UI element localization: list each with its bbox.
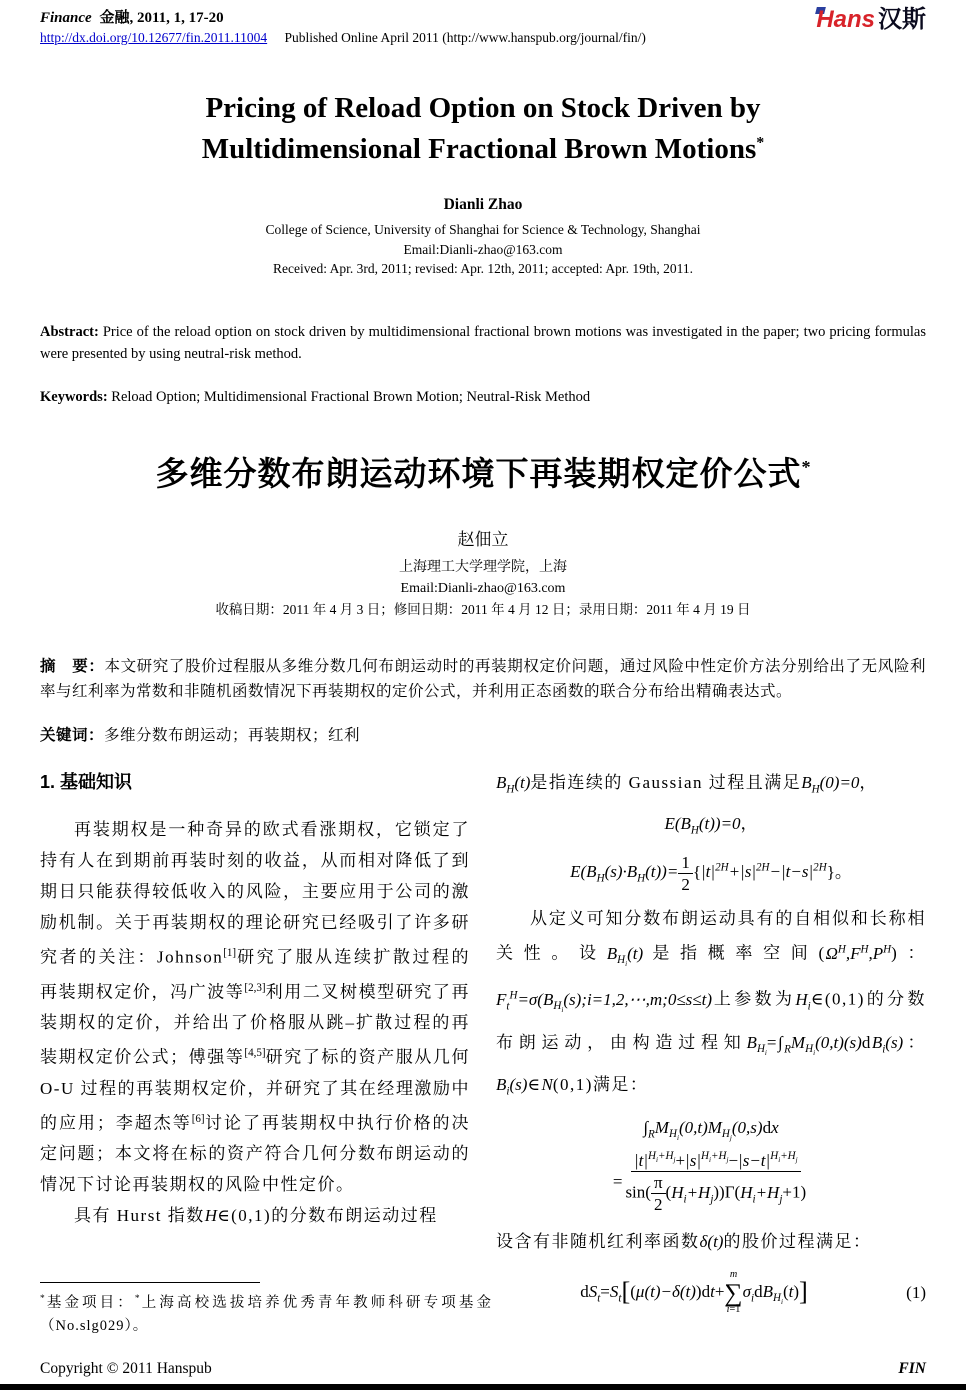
right-column-paragraph-1: $B_H(t)$是指连续的 Gaussian 过程且满足$B_H(0)=0$，: [496, 772, 878, 796]
paper-title-en-line1: Pricing of Reload Option on Stock Driven by: [205, 92, 761, 124]
received-dates-cn: 收稿日期：2011 年 4 月 3 日；修回日期：2011 年 4 月 12 日；录用日期：2011 年 4 月 19 日: [215, 601, 751, 617]
equation-integral-line2: = $|t|^{H_i+H_j}+|s|^{H_i+H_j}-|s-t|^{H_i+H_j}$ sin( $\frac{\pi}{2}$ $(H_i+H_j))\Gamma(H_i+H_j+1)$: [612, 1150, 807, 1215]
funding-footnote-text: *基金项目：*上海高校选拔培养优秀青年教师科研专项基金（No.slg029）。: [40, 1294, 493, 1334]
two-column-body: [40, 767, 926, 1316]
equation-covariance: $E(B_H(s)\cdot B_H(t))=$ $\frac{1}{2}$ $\{|t|^{2H}+|s|^{2H}-|t-s|^{2H}\}$。: [570, 852, 852, 894]
abstract-cn: [40, 654, 926, 704]
equation-1: [496, 1270, 926, 1316]
journal-line: [40, 6, 646, 27]
abstract-text-cn: 本文研究了股价过程服从多维分数几何布朗运动时的再装期权定价问题，通过风险中性定价方法分别给出了无风险利率与红利率为常数和非随机函数情况下再装期权的定价公式，并利用正态函数的联合分布给出精确表达式。: [40, 657, 926, 700]
right-column-paragraph-2: 从定义可知分数布朗运动具有的自相似和长称相关性。设$B_{H_i}(t)$是指概率空间$(\Omega^H,F^H,P^H)$：$F_t^H=\sigma(B_{H_i}(s);i=1,2,\cdots,m;0\le s\le t)$上参数为$H_i\in(0,1)$的分数布朗运动，由构造过程知$B_{H_i}=\int_RM_{H_i}(0,t)(s)dB_i(s)$：$B_i(s)\in N(0,1)$满足：: [496, 909, 927, 1098]
author-email-en: Email:Dianli-zhao@163.com: [403, 241, 563, 257]
equation-1-formula: $dS_t=S_t[(\mu(t)-\delta(t))dt+$ m ∑ i=1 $\sigma_idB_{H_i}(t)$]: [580, 1268, 808, 1316]
left-column-paragraph-1: 再装期权是一种奇异的欧式看涨期权，它锁定了持有人在到期前再装时刻的收益，从而相对降低了到期日只能获得较低收入的风险，主要应用于公司的激励机制。关于再装期权的理论研究已经吸引了许多研究者的关注：Johnson[1]研究了服从连续扩散过程的再装期权定价，冯广波等[2,3]利用二叉树模型研究了再装期权的定价，并给出了价格服从跳–扩散过程的再装期权定价公式；傅强等[4,5]研究了标的资产服从几何 O-U 过程的再装期权定价，并研究了其在经理激励中的应用；李超杰等[6]讨论了再装期权中执行价格的决定问题；本文将在标的资产符合几何分数布朗运动的情况下讨论再装期权的风险中性定价。: [40, 819, 471, 1195]
author-block-cn: [40, 525, 926, 620]
left-column: [40, 767, 470, 1316]
doi-line: [40, 30, 646, 46]
author-name-cn: 赵佃立: [457, 529, 509, 549]
author-name-en: Dianli Zhao: [443, 196, 523, 214]
left-column-paragraph-2: 具有 Hurst 指数H∈(0,1)的分数布朗运动过程: [74, 1206, 438, 1226]
abstract-label-cn: 摘 要：: [40, 657, 105, 675]
hans-logo-latin: Hans: [816, 6, 875, 33]
author-affiliation-en: College of Science, University of Shanghai for Science & Technology, Shanghai: [265, 222, 701, 238]
keywords-label-en: Keywords:: [40, 388, 108, 405]
page-footer: [40, 1360, 926, 1378]
paper-title-en-line2: Multidimensional Fractional Brown Motions*: [201, 133, 765, 166]
section-1-heading: 1. 基础知识: [40, 771, 133, 792]
author-affiliation-cn: 上海理工大学理学院，上海: [399, 559, 567, 575]
abstract-text-en: Price of the reload option on stock driven by multidimensional fractional brown motions was investigated in the paper; two pricing formulas were presented by using neutral-risk method.: [40, 323, 926, 363]
hans-logo: [816, 8, 926, 32]
paper-title-cn: 多维分数布朗运动环境下再装期权定价公式*: [155, 456, 811, 493]
abstract-label-en: Abstract:: [40, 323, 99, 340]
keywords-cn: [40, 723, 926, 745]
right-column: [496, 767, 926, 1316]
journal-issue: 金融, 2011, 1, 17-20: [99, 10, 224, 26]
author-email-cn: Email:Dianli-zhao@163.com: [400, 580, 566, 596]
copyright-text: Copyright © 2011 Hanspub: [40, 1360, 212, 1377]
paper-title-en: [40, 88, 926, 170]
doi-link[interactable]: http://dx.doi.org/10.12677/fin.2011.11004: [40, 30, 268, 45]
hans-logo-cn: 汉斯: [878, 7, 926, 33]
journal-name: Finance: [40, 10, 92, 26]
equation-integral: [496, 1117, 926, 1216]
title-cn-footnote-star: *: [801, 456, 811, 477]
keywords-label-cn: 关键词：: [40, 726, 105, 744]
equation-1-number: (1): [906, 1283, 926, 1303]
footnote-divider: [40, 1282, 260, 1283]
keywords-en: [40, 389, 926, 406]
title-footnote-star: *: [756, 134, 765, 152]
funding-footnote: [40, 1282, 492, 1338]
equation-integral-line1: $\int_RM_{H_i}(0,t)M_{H_j}(0,s)dx$: [643, 1117, 779, 1143]
journal-abbrev: FIN: [898, 1360, 926, 1377]
equation-mean: $E(B_H(t))=0$，: [664, 814, 758, 837]
journal-info: [40, 6, 646, 46]
right-column-paragraph-3: 设含有非随机红利率函数δ(t)的股价过程满足：: [496, 1231, 872, 1251]
abstract-en: [40, 321, 926, 366]
author-block-en: [40, 196, 926, 279]
page-header: [40, 6, 926, 46]
received-dates-en: Received: Apr. 3rd, 2011; revised: Apr. 12th, 2011; accepted: Apr. 19th, 2011.: [273, 261, 693, 277]
published-info: Published Online April 2011 (http://www.hanspub.org/journal/fin/): [284, 30, 646, 45]
keywords-text-cn: 多维分数布朗运动；再装期权；红利: [104, 726, 361, 744]
keywords-text-en: Reload Option; Multidimensional Fractional Brown Motion; Neutral-Risk Method: [107, 388, 591, 405]
bottom-bar: [0, 1384, 966, 1390]
